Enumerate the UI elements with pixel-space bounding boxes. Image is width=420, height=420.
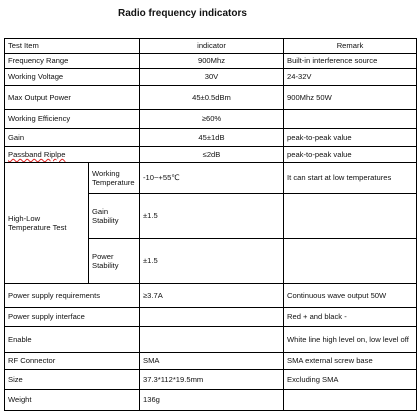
- row-indicator: -10~+55℃: [140, 163, 284, 194]
- row-indicator: ±1.5: [140, 194, 284, 239]
- row-item: RF Connector: [5, 353, 140, 370]
- table-row: [5, 54, 417, 69]
- row-item: [5, 147, 140, 163]
- row-remark: 24-32V: [284, 69, 417, 86]
- page-title: Radio frequency indicators: [118, 8, 247, 19]
- row-indicator: 45±0.5dBm: [140, 86, 284, 110]
- row-item: [89, 163, 140, 194]
- row-remark: SMA external screw base: [284, 353, 417, 370]
- row-indicator: 136g: [140, 390, 284, 411]
- row-remark: [284, 390, 417, 411]
- row-indicator: SMA: [140, 353, 284, 370]
- row-item: Frequency Range: [5, 54, 140, 69]
- row-item-line: Working: [92, 168, 120, 178]
- row-indicator: ≥60%: [140, 110, 284, 129]
- row-indicator: 30V: [140, 69, 284, 86]
- row-indicator: ±1.5: [140, 239, 284, 284]
- row-item: Power Stability: [89, 239, 140, 284]
- row-item: Power supply interface: [5, 308, 140, 327]
- row-remark: 900Mhz 50W: [284, 86, 417, 110]
- row-item: Power supply requirements: [5, 284, 140, 308]
- row-item: Size: [5, 370, 140, 390]
- table-row: [5, 129, 417, 147]
- row-remark: Red + and black -: [284, 308, 417, 327]
- row-indicator: ≤2dB: [140, 147, 284, 163]
- row-remark: Built-in interference source: [284, 54, 417, 69]
- table-row: [5, 69, 417, 86]
- table-row: [5, 284, 417, 308]
- row-indicator: 900Mhz: [140, 54, 284, 69]
- row-indicator: 37.3*112*19.5mm: [140, 370, 284, 390]
- row-indicator: 45±1dB: [140, 129, 284, 147]
- table-row: [5, 110, 417, 129]
- row-item: Gain Stability: [89, 194, 140, 239]
- row-indicator: [140, 327, 284, 353]
- spec-table: [4, 38, 417, 411]
- row-remark: Excluding SMA: [284, 370, 417, 390]
- row-remark: It can start at low temperatures: [284, 163, 417, 194]
- header-test-item: Test Item: [5, 39, 140, 54]
- header-remark: Remark: [284, 39, 417, 54]
- table-row: [5, 327, 417, 353]
- row-indicator: ≥3.7A: [140, 284, 284, 308]
- row-item: Weight: [5, 390, 140, 411]
- row-item-line: Temperature: [92, 178, 135, 187]
- table-row: [5, 370, 417, 390]
- table-row: [5, 163, 417, 194]
- row-indicator: [140, 308, 284, 327]
- group-label-line: High-Low: [8, 213, 41, 223]
- header-indicator: indicator: [140, 39, 284, 54]
- table-row: [5, 86, 417, 110]
- row-remark: [284, 110, 417, 129]
- row-remark: peak-to-peak value: [284, 129, 417, 147]
- group-label-high-low: [5, 163, 89, 284]
- table-header-row: [5, 39, 417, 54]
- table-row: [5, 353, 417, 370]
- group-label-line: Temperature Test: [8, 223, 67, 232]
- row-item: Working Voltage: [5, 69, 140, 86]
- row-item: Gain: [5, 129, 140, 147]
- table-row: [5, 147, 417, 163]
- row-remark: White line high level on, low level off: [284, 327, 417, 353]
- row-remark: [284, 194, 417, 239]
- spelling-underlined-text: Passband Riplpe: [8, 149, 66, 159]
- row-item: Max Output Power: [5, 86, 140, 110]
- row-item: Working Efficiency: [5, 110, 140, 129]
- row-item: Enable: [5, 327, 140, 353]
- table-row: [5, 308, 417, 327]
- row-remark: Continuous wave output 50W: [284, 284, 417, 308]
- row-remark: [284, 239, 417, 284]
- table-row: [5, 390, 417, 411]
- row-remark: peak-to-peak value: [284, 147, 417, 163]
